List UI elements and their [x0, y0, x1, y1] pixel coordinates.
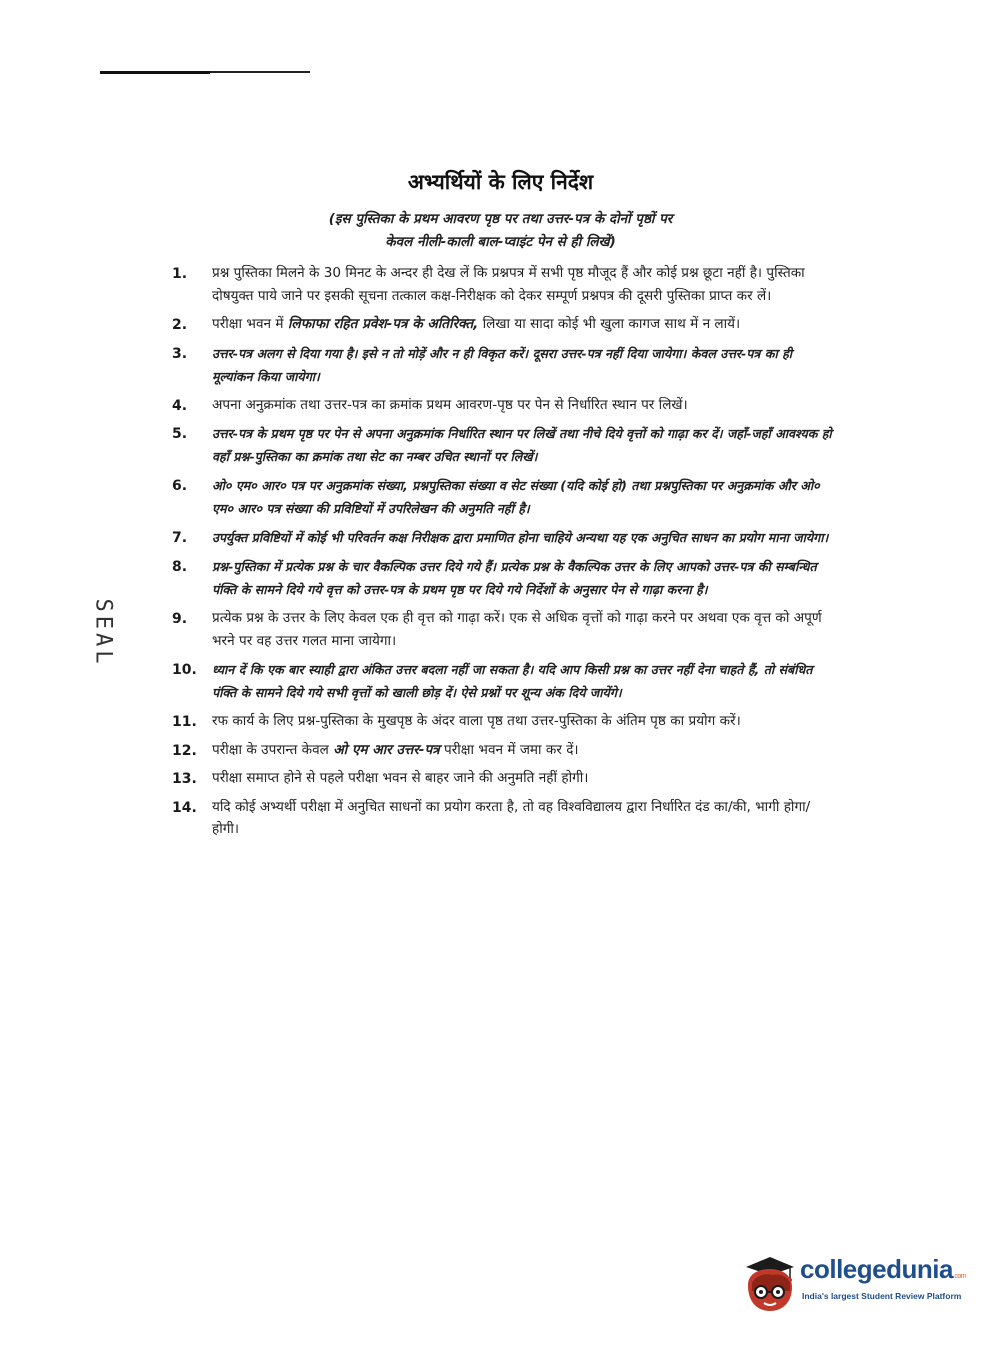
item-number: 10. — [172, 662, 197, 678]
logo-brand-text: collegedunia — [800, 1254, 953, 1284]
item-number: 14. — [172, 799, 197, 816]
instruction-item-6 — [172, 474, 832, 520]
item-text-before: परीक्षा भवन में — [212, 316, 288, 332]
item-text: रफ कार्य के लिए प्रश्न-पुस्तिका के मुखपृष्ठ के अंदर वाला पृष्ठ तथा उत्तर-पुस्तिका के अंतिम पृष्ठ का प्रयोग करें। — [212, 713, 741, 729]
instruction-item-4 — [172, 394, 832, 417]
item-text-after: लिखा या सादा कोई भी खुला कागज साथ में न लायें। — [478, 316, 741, 332]
instruction-item-2 — [172, 313, 832, 336]
item-number: 1. — [172, 266, 188, 282]
instruction-item-1 — [172, 262, 832, 307]
item-text: उत्तर-पत्र के प्रथम पृष्ठ पर पेन से अपना अनुक्रमांक निर्धारित स्थान पर लिखें तथा नीचे दिये वृत्तों को गाढ़ा कर दें। जहाँ-जहाँ आवश्यक हो वहाँ प्रश्न-पुस्तिका का क्रमांक तथा सेट का नम्बर उचित स्थानों पर लिखें। — [212, 426, 832, 464]
instruction-item-7 — [172, 526, 832, 549]
item-text: परीक्षा समाप्त होने से पहले परीक्षा भवन से बाहर जाने की अनुमति नहीं होगी। — [212, 770, 589, 786]
item-number: 12. — [172, 742, 197, 759]
item-text: उपर्युक्त प्रविष्टियों में कोई भी परिवर्तन कक्ष निरीक्षक द्वारा प्रमाणित होना चाहिये अन्यथा यह एक अनुचित साधन का प्रयोग माना जायेगा। — [212, 530, 829, 545]
seal-stamp — [90, 583, 116, 683]
logo-com: .com — [952, 1273, 967, 1280]
item-number: 6. — [172, 478, 188, 494]
subtitle-line-1: (इस पुस्तिका के प्रथम आवरण पृष्ठ पर तथा उत्तर-पत्र के दोनों पृष्ठों पर — [328, 211, 673, 227]
item-number: 8. — [172, 559, 188, 575]
instruction-item-14 — [172, 796, 832, 841]
item-text: प्रत्येक प्रश्न के उत्तर के लिए केवल एक ही वृत्त को गाढ़ा करें। एक से अधिक वृत्तों को गाढ़ा करने पर अथवा एक वृत्त को अपूर्ण भरने पर वह उत्तर गलत माना जायेगा। — [212, 610, 822, 649]
item-text-bold: लिफाफा रहित प्रवेश-पत्र के अतिरिक्त, — [287, 316, 479, 332]
logo-tagline: India's largest Student Review Platform — [802, 1291, 962, 1301]
item-number: 7. — [172, 530, 188, 546]
seal-text: SEAL — [90, 598, 116, 668]
item-text: ओ० एम० आर० पत्र पर अनुक्रमांक संख्या, प्रश्नपुस्तिका संख्या व सेट संख्या (यदि कोई हो) तथा प्रश्नपुस्तिका पर अनुक्रमांक और ओ० एम० आर० पत्र संख्या की प्रविष्टियों में उपरिलेखन की अनुमति नहीं है। — [212, 478, 820, 516]
top-rule-thick — [100, 71, 210, 74]
instruction-item-9 — [172, 607, 832, 652]
instruction-item-3 — [172, 342, 832, 388]
page-subtitle — [0, 208, 1001, 254]
subtitle-line-2: केवल नीली-काली बाल-प्वाइंट पेन से ही लिखें) — [385, 234, 616, 250]
mascot-icon — [740, 1245, 800, 1317]
item-text: ध्यान दें कि एक बार स्याही द्वारा अंकित उत्तर बदला नहीं जा सकता है। यदि आप किसी प्रश्न का उत्तर नहीं देना चाहते हैं, तो संबंधित पंक्ति के सामने दिये गये सभी वृत्तों को खाली छोड़ दें। ऐसे प्रश्नों पर शून्य अंक दिये जायेंगे। — [212, 662, 813, 700]
instruction-item-11 — [172, 710, 832, 733]
instruction-item-10 — [172, 658, 832, 704]
item-text: प्रश्न पुस्तिका मिलने के 30 मिनट के अन्दर ही देख लें कि प्रश्नपत्र में सभी पृष्ठ मौजूद हैं और कोई प्रश्न छूटा नहीं है। पुस्तिका दोषयुक्त पाये जाने पर इसकी सूचना तत्काल कक्ष-निरीक्षक को देकर सम्पूर्ण प्रश्नपत्र की दूसरी पुस्तिका प्राप्त कर लें। — [212, 265, 805, 304]
logo-brand — [800, 1254, 966, 1285]
item-text-bold: ओ एम आर उत्तर-पत्र — [333, 741, 440, 758]
item-text: प्रश्न-पुस्तिका में प्रत्येक प्रश्न के चार वैकल्पिक उत्तर दिये गये हैं। प्रत्येक प्रश्न के वैकल्पिक उत्तर के लिए आपको उत्तर-पत्र की सम्बन्धित पंक्ति के सामने दिये गये वृत्त को उत्तर-पत्र के प्रथम पृष्ठ पर दिये गये निर्देशों के अनुसार पेन से गाढ़ा करना है। — [212, 559, 817, 597]
instruction-list — [172, 262, 832, 847]
item-number: 2. — [172, 317, 188, 333]
instruction-item-12 — [172, 739, 832, 762]
instruction-item-8 — [172, 555, 832, 601]
item-number: 13. — [172, 771, 197, 787]
item-text: अपना अनुक्रमांक तथा उत्तर-पत्र का क्रमांक प्रथम आवरण-पृष्ठ पर पेन से निर्धारित स्थान पर लिखें। — [212, 396, 688, 413]
item-text: उत्तर-पत्र अलग से दिया गया है। इसे न तो मोड़ें और न ही विकृत करें। दूसरा उत्तर-पत्र नहीं दिया जायेगा। केवल उत्तर-पत्र का ही मूल्यांकन किया जायेगा। — [212, 345, 793, 384]
item-number: 11. — [172, 714, 197, 730]
item-text: यदि कोई अभ्यर्थी परीक्षा में अनुचित साधनों का प्रयोग करता है, तो वह विश्वविद्यालय द्वारा निर्धारित दंड का/की, भागी होगा/होगी। — [212, 798, 811, 837]
item-number: 9. — [172, 611, 188, 627]
page-title: अभ्यर्थियों के लिए निर्देश — [407, 169, 594, 194]
collegedunia-logo[interactable] — [740, 1245, 970, 1325]
item-text-before: परीक्षा के उपरान्त केवल — [212, 741, 334, 758]
item-text-after: परीक्षा भवन में जमा कर दें। — [439, 741, 579, 758]
item-number: 4. — [172, 397, 188, 414]
item-text — [212, 313, 832, 336]
item-number: 3. — [172, 345, 188, 362]
item-text — [212, 739, 832, 762]
instruction-item-13 — [172, 767, 832, 790]
item-number: 5. — [172, 426, 188, 442]
instruction-item-5 — [172, 422, 832, 468]
